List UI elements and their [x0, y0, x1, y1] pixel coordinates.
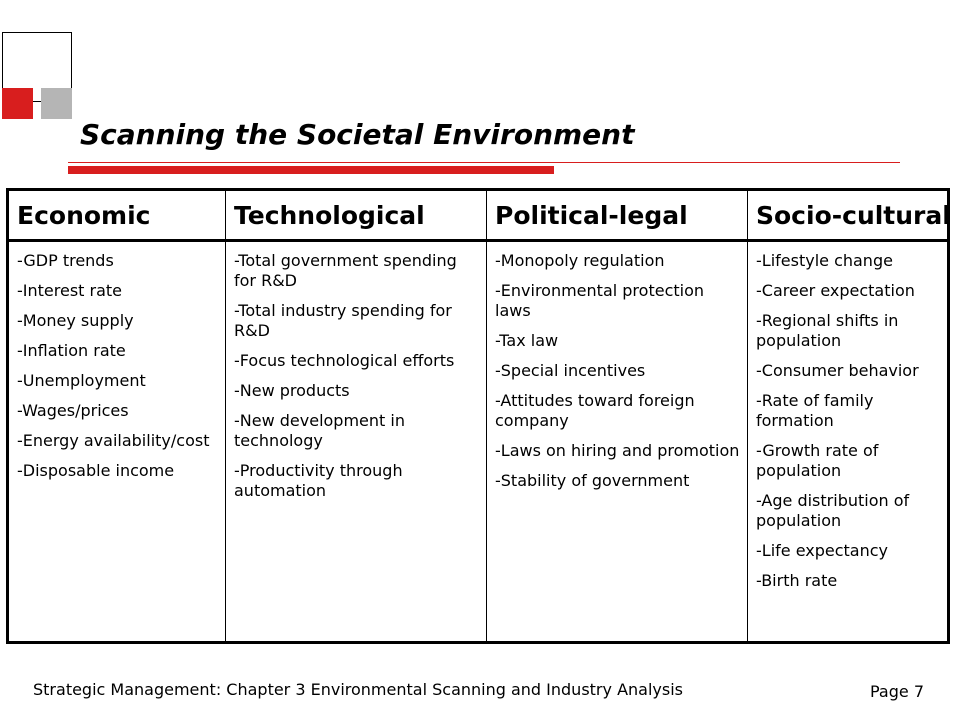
economic-column-cell: [8, 241, 226, 643]
list-item: -Tax law: [495, 331, 559, 350]
list-item: -Wages/prices: [17, 401, 129, 420]
list-item: -Consumer behavior: [756, 361, 919, 380]
list-item: -Money supply: [17, 311, 134, 330]
title-underline-thick: [68, 166, 554, 174]
political-legal-factor-list: [495, 251, 741, 491]
economic-factor-list: [17, 251, 219, 481]
list-item: -Disposable income: [17, 461, 175, 480]
list-item: -Career expectation: [756, 281, 915, 300]
list-item: -Laws on hiring and promotion: [495, 441, 740, 460]
header-socio-cultural: Socio-cultural: [748, 190, 949, 241]
header-political-legal: Political-legal: [487, 190, 748, 241]
footer-page-number: Page 7: [870, 682, 924, 701]
list-item: -Growth rate of population: [756, 441, 879, 480]
list-item: -Rate of family formation: [756, 391, 874, 430]
list-item: -Productivity through automation: [234, 461, 403, 500]
list-item: -Monopoly regulation: [495, 251, 665, 270]
technological-column-cell: [226, 241, 487, 643]
header-economic: Economic: [8, 190, 226, 241]
list-item: -Interest rate: [17, 281, 123, 300]
list-item: -Total industry spending for R&D: [234, 301, 452, 340]
decorative-red-square: [2, 88, 33, 119]
table-header-row: [8, 190, 949, 241]
list-item: -New development in technology: [234, 411, 405, 450]
list-item: -Stability of government: [495, 471, 690, 490]
list-item: -Total government spending for R&D: [234, 251, 457, 290]
list-item: -Unemployment: [17, 371, 146, 390]
list-item: -Attitudes toward foreign company: [495, 391, 695, 430]
technological-factor-list: [234, 251, 480, 501]
title-underline-thin: [68, 162, 900, 163]
list-item: -GDP trends: [17, 251, 114, 270]
footer-chapter-text: Strategic Management: Chapter 3 Environmental Scanning and Industry Analysis: [33, 680, 683, 699]
slide-title: Scanning the Societal Environment: [80, 118, 635, 151]
list-item: -Inflation rate: [17, 341, 126, 360]
list-item: -Life expectancy: [756, 541, 889, 560]
list-item: -Age distribution of population: [756, 491, 910, 530]
list-item: -Environmental protection laws: [495, 281, 705, 320]
socio-cultural-factor-list: [756, 251, 941, 591]
decorative-gray-square: [41, 88, 72, 119]
list-item: -Special incentives: [495, 361, 646, 380]
table-row: [8, 241, 949, 643]
list-item: -Birth rate: [756, 571, 838, 590]
header-technological: Technological: [226, 190, 487, 241]
list-item: -Lifestyle change: [756, 251, 893, 270]
political-legal-column-cell: [487, 241, 748, 643]
list-item: -Focus technological efforts: [234, 351, 455, 370]
societal-environment-table: [6, 188, 950, 644]
list-item: -Regional shifts in population: [756, 311, 899, 350]
list-item: -Energy availability/cost: [17, 431, 210, 450]
socio-cultural-column-cell: [748, 241, 949, 643]
list-item: -New products: [234, 381, 350, 400]
